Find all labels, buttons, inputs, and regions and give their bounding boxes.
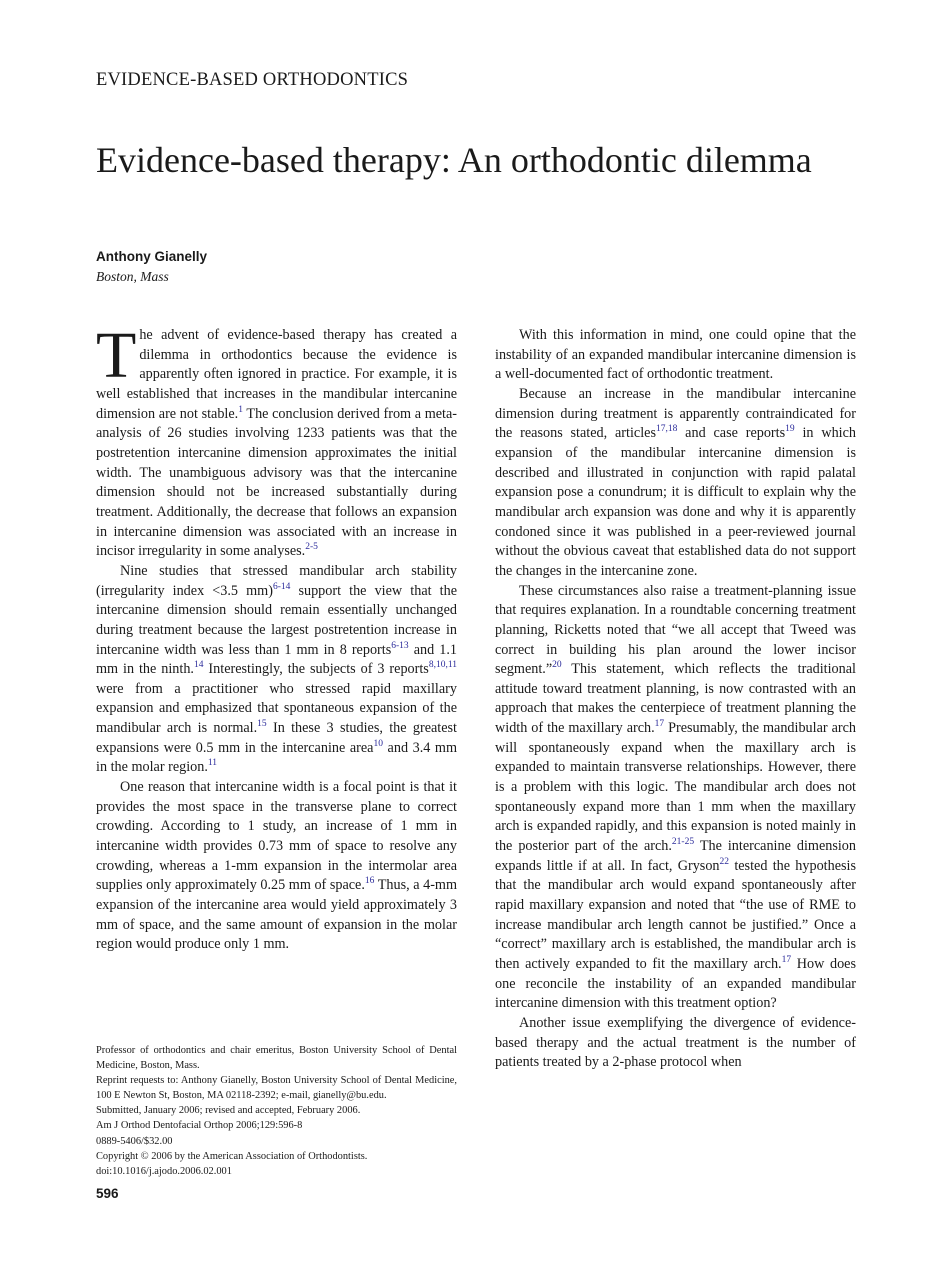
footnote-journal: Am J Orthod Dentofacial Orthop 2006;129:596-8 <box>96 1120 303 1132</box>
reference-link[interactable]: 1 <box>238 404 243 415</box>
reference-link[interactable]: 21-25 <box>671 837 695 848</box>
reference-link[interactable]: 6-13 <box>391 640 409 651</box>
footnote-issn: 0889-5406/$32.00 <box>96 1135 173 1147</box>
paragraph: One reason that intercanine width is a focal point is that it provides the most space in the transverse plane to correct crowding. According to 1 study, an increase of 1 mm in intercanine width provides 0.73 mm of space to resolve any crowding, whereas a 1-mm expansion in the intermolar area supplies only approximately 0.25 mm of space.$^{16}$ Thus, a 4-mm expansion of the intercanine area would yield approximately 3 mm of space, and the same amount of expansion in the molar region would produce only 1 mm. <box>96 779 457 953</box>
reference-link[interactable]: 8,10,11 <box>428 660 457 671</box>
paragraph: Another issue exemplifying the divergence of evidence-based therapy and the actual treatment is the number of patients treated by a 2-phase protocol when <box>495 1014 856 1071</box>
author-name: Anthony Gianelly <box>96 249 208 264</box>
reference-link[interactable]: 17 <box>654 719 665 730</box>
paragraph: With this information in mind, one could opine that the instability of an expanded mandibular intercanine dimension is a well-documented fact of orthodontic treatment. <box>495 327 856 383</box>
reference-link[interactable]: 11 <box>207 758 218 769</box>
footnote-submitted: Submitted, January 2006; revised and accepted, February 2006. <box>96 1105 361 1117</box>
reference-link[interactable]: 15 <box>257 719 267 730</box>
article-title: Evidence-based therapy: An orthodontic dilemma <box>96 140 812 180</box>
author-affiliation: Boston, Mass <box>96 269 169 284</box>
paragraph: These circumstances also raise a treatment-planning issue that requires explanation. In a roundtable concerning treatment planning, Ricketts noted that “we all accept that Tweed was correct in building his plan around the lower incisor segment.”$^{20}$ This statement, which reflects the traditional attitude toward treatment planning, is now contrasted with an approach that makes the centerpiece of treatment planning the width of the maxillary arch.$^{17}$ Presumably, the mandibular arch will spontaneously expand when the maxillary arch is expanded to maintain transverse relationships. However, there is a problem with this logic. The mandibular arch does not spontaneously expand more than 1 mm when the maxillary arch is expanded rapidly, and this expansion is noted mainly in the posterior part of the arch.$^{21-25}$ The intercanine dimension expands little if at all. In fact, Gryson$^{22}$ tested the hypothesis that the mandibular arch would expand spontaneously after rapid maxillary expansion and noted that “the use of RME to increase mandibular arch length cannot be justified.” Once a “correct” maxillary arch is established, the mandibular arch is then actively expanded to fit the maxillary arch.$^{17}$ How does one reconcile the instability of an expanded mandibular intercanine dimension with this treatment option? <box>495 582 857 1012</box>
page-number: 596 <box>96 1186 119 1201</box>
reference-link[interactable]: 10 <box>373 738 383 749</box>
footnote-doi[interactable]: doi:10.1016/j.ajodo.2006.02.001 <box>96 1165 232 1177</box>
reference-link[interactable]: 6-14 <box>272 581 291 592</box>
footnote-copyright: Copyright © 2006 by the American Association of Orthodontists. <box>96 1150 368 1162</box>
paragraph: Because an increase in the mandibular intercanine dimension during treatment is apparently contraindicated for the reasons stated, articles$^{17,18}$ and case reports$^{19}$ in which expansion of the mandibular intercanine dimension is described and illustrated in conjunction with rapid palatal expansion pose a conundrum; it is difficult to explain why the mandibular arch expansion was done and why it is apparently condoned since it was published in a peer-reviewed journal without the obvious caveat that established data do not support the changes in the intercanine zone. <box>495 385 856 579</box>
section-label: EVIDENCE-BASED ORTHODONTICS <box>96 70 409 90</box>
drop-cap: T <box>96 319 137 392</box>
right-column <box>495 326 856 1073</box>
reference-link[interactable]: 22 <box>719 856 730 867</box>
paragraph: Nine studies that stressed mandibular arch stability (irregularity index <3.5 mm)$^{6-14}$ support the view that the intercanine dimension should remain essentially unchanged during treatment because the largest postretention increase in intercanine width was less than 1 mm in 8 reports$^{6-13}$ and 1.1 mm in the ninth.$^{14}$ Interestingly, the subjects of 3 reports$^{8,10,11}$ were from a practitioner who stressed rapid maxillary expansion and emphasized that spontaneous expansion of the mandibular arch is normal.$^{15}$ In these 3 studies, the greatest expansions were 0.5 mm in the intercanine area$^{10}$ and 3.4 mm in the molar region.$^{11}$ <box>96 562 457 776</box>
left-column <box>96 319 458 955</box>
reference-link[interactable]: 19 <box>785 424 795 435</box>
reference-link[interactable]: 20 <box>552 660 562 671</box>
reference-link[interactable]: 14 <box>193 660 204 671</box>
reference-link[interactable]: 16 <box>364 876 375 887</box>
footnote-reprint: Reprint requests to: Anthony Gianelly, Boston University School of Dental Medicine, 100 E Newton St, Boston, MA 02118-2392; e-mail, gianelly@bu.edu. <box>96 1075 457 1102</box>
reference-link[interactable]: 17,18 <box>655 424 678 435</box>
footnotes <box>96 1043 457 1179</box>
footnote-affiliation: Professor of orthodontics and chair emeritus, Boston University School of Dental Medicine, Boston, Mass. <box>96 1045 457 1072</box>
reference-link[interactable]: 2-5 <box>305 542 318 553</box>
paragraph: The advent of evidence-based therapy has created a dilemma in orthodontics because the evidence is apparently often ignored in practice. For example, it is well established that increases in the mandibular intercanine dimension are not stable.$^1$ The conclusion derived from a meta-analysis of 26 studies involving 1233 patients was that the postretention intercanine dimension approximates the initial width. The unambiguous advisory was that the intercanine dimension should not be increased substantially during treatment. Additionally, the decrease that follows an expansion in intercanine dimension was associated with an increase in incisor irregularity in some analyses.$^{2-5}$ <box>96 319 458 560</box>
reference-link[interactable]: 17 <box>781 955 792 965</box>
